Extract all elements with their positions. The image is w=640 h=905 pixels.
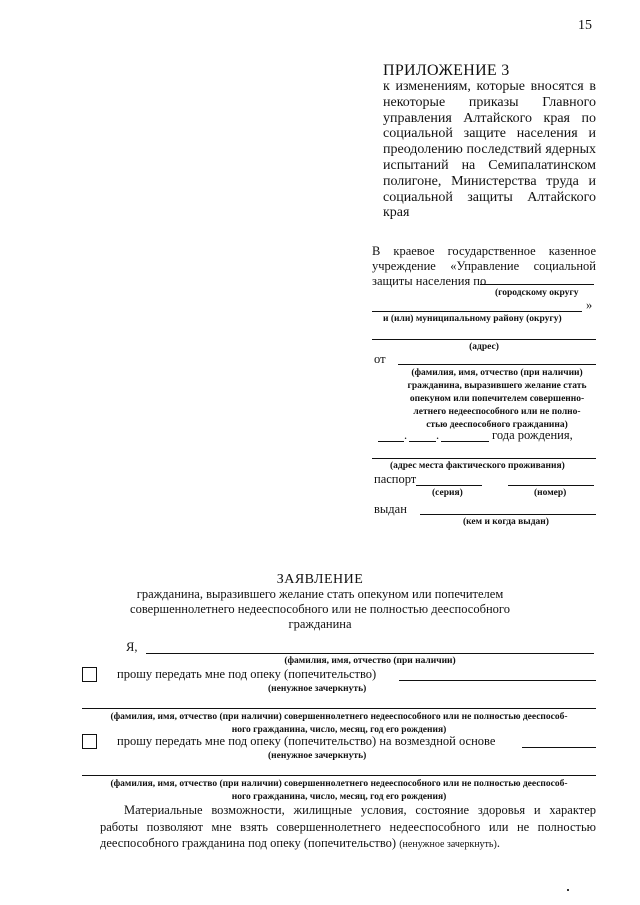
option1-checkbox[interactable] [82,667,97,682]
scan-dot [567,889,569,891]
body-note: (ненужное зачеркнуть) [399,839,497,850]
issued-label: выдан [374,502,407,516]
birth-label: года рождения, [492,428,573,442]
option1-caption-strike: (ненужное зачеркнуть) [268,684,367,694]
appendix-title: ПРИЛОЖЕНИЕ 3 [383,62,510,79]
district-line[interactable] [480,284,594,285]
option1-caption-ward: (фамилия, имя, отчество (при наличии) совершеннолетнего недееспособного или не полностью дееспособ- ного гражданина, число, месяц, год его рождения) [110,712,568,735]
from-label: от [374,352,386,366]
caption-applicant-name: (фамилия, имя, отчество (при наличии) [284,656,456,666]
from-line[interactable] [398,364,596,365]
option2-caption-strike: (ненужное зачеркнуть) [268,751,367,761]
option1-ward-line[interactable] [82,708,596,709]
option2-ward-line[interactable] [82,775,596,776]
option2-text: прошу передать мне под опеку (попечительство) на возмездной основе [117,734,496,748]
option1-text: прошу передать мне под опеку (попечительство) [117,667,377,681]
appendix-text: к изменениям, которые вносятся в некоторые приказы Главного управления Алтайского края по социальной защите населения и преодолению последствий ядерных испытаний на Семипалатинском полигоне, Министерства труда и социальной защиты Алтайского края [383,79,596,221]
caption-number: (номер) [534,488,567,498]
passport-label: паспорт [374,472,417,486]
caption-address: (адрес) [469,342,499,352]
statement-subtitle: гражданина, выразившего желание стать опекуном или попечителем совершеннолетнего недееспособного или не полностью дееспособного гражданина [130,587,510,631]
option2-line[interactable] [522,747,596,748]
option2-caption-ward: (фамилия, имя, отчество (при наличии) совершеннолетнего недееспособного или не полностью дееспособ- ного гражданина, число, месяц, год его рождения) [110,779,568,802]
i-label: Я, [126,640,138,654]
birth-dot-1: . [404,428,408,442]
option1-line[interactable] [399,680,596,681]
caption-municipal: и (или) муниципальному району (округу) [383,314,562,324]
birth-month-line[interactable] [409,441,436,442]
caption-series: (серия) [432,488,463,498]
statement-title: ЗАЯВЛЕНИЕ [276,572,364,587]
statement-body: Материальные возможности, жилищные условия, состояние здоровья и характер работы позволяют мне взять совершеннолетнего недееспособного или не полностью дееспособного гражданина под опеку (попечительство) (ненужное зачеркнуть). [100,803,596,850]
birth-year-line[interactable] [441,441,489,442]
caption-residence: (адрес места фактического проживания) [390,461,565,471]
residence-line[interactable] [372,458,596,459]
address-line[interactable] [372,339,596,340]
quote-close: » [586,298,593,312]
birth-dot-2: . [436,428,440,442]
caption-issued: (кем и когда выдан) [463,517,549,527]
caption-district: (городскому округу [495,288,579,298]
caption-from: (фамилия, имя, отчество (при наличии) гражданина, выразившего желание стать опекуном или попечителем совершенно- летнего недееспособного или не полно- стью дееспособного гражданина) [407,368,587,430]
district-line-2[interactable] [372,311,582,312]
birth-day-line[interactable] [378,441,404,442]
applicant-name-line[interactable] [146,653,594,654]
addressee-intro: В краевое государственное казенное учреждение «Управление социальной защиты населения по [372,244,596,288]
option2-checkbox[interactable] [82,734,97,749]
passport-series-line[interactable] [416,485,482,486]
page-number: 15 [578,18,592,33]
passport-number-line[interactable] [508,485,594,486]
issued-line[interactable] [420,514,596,515]
